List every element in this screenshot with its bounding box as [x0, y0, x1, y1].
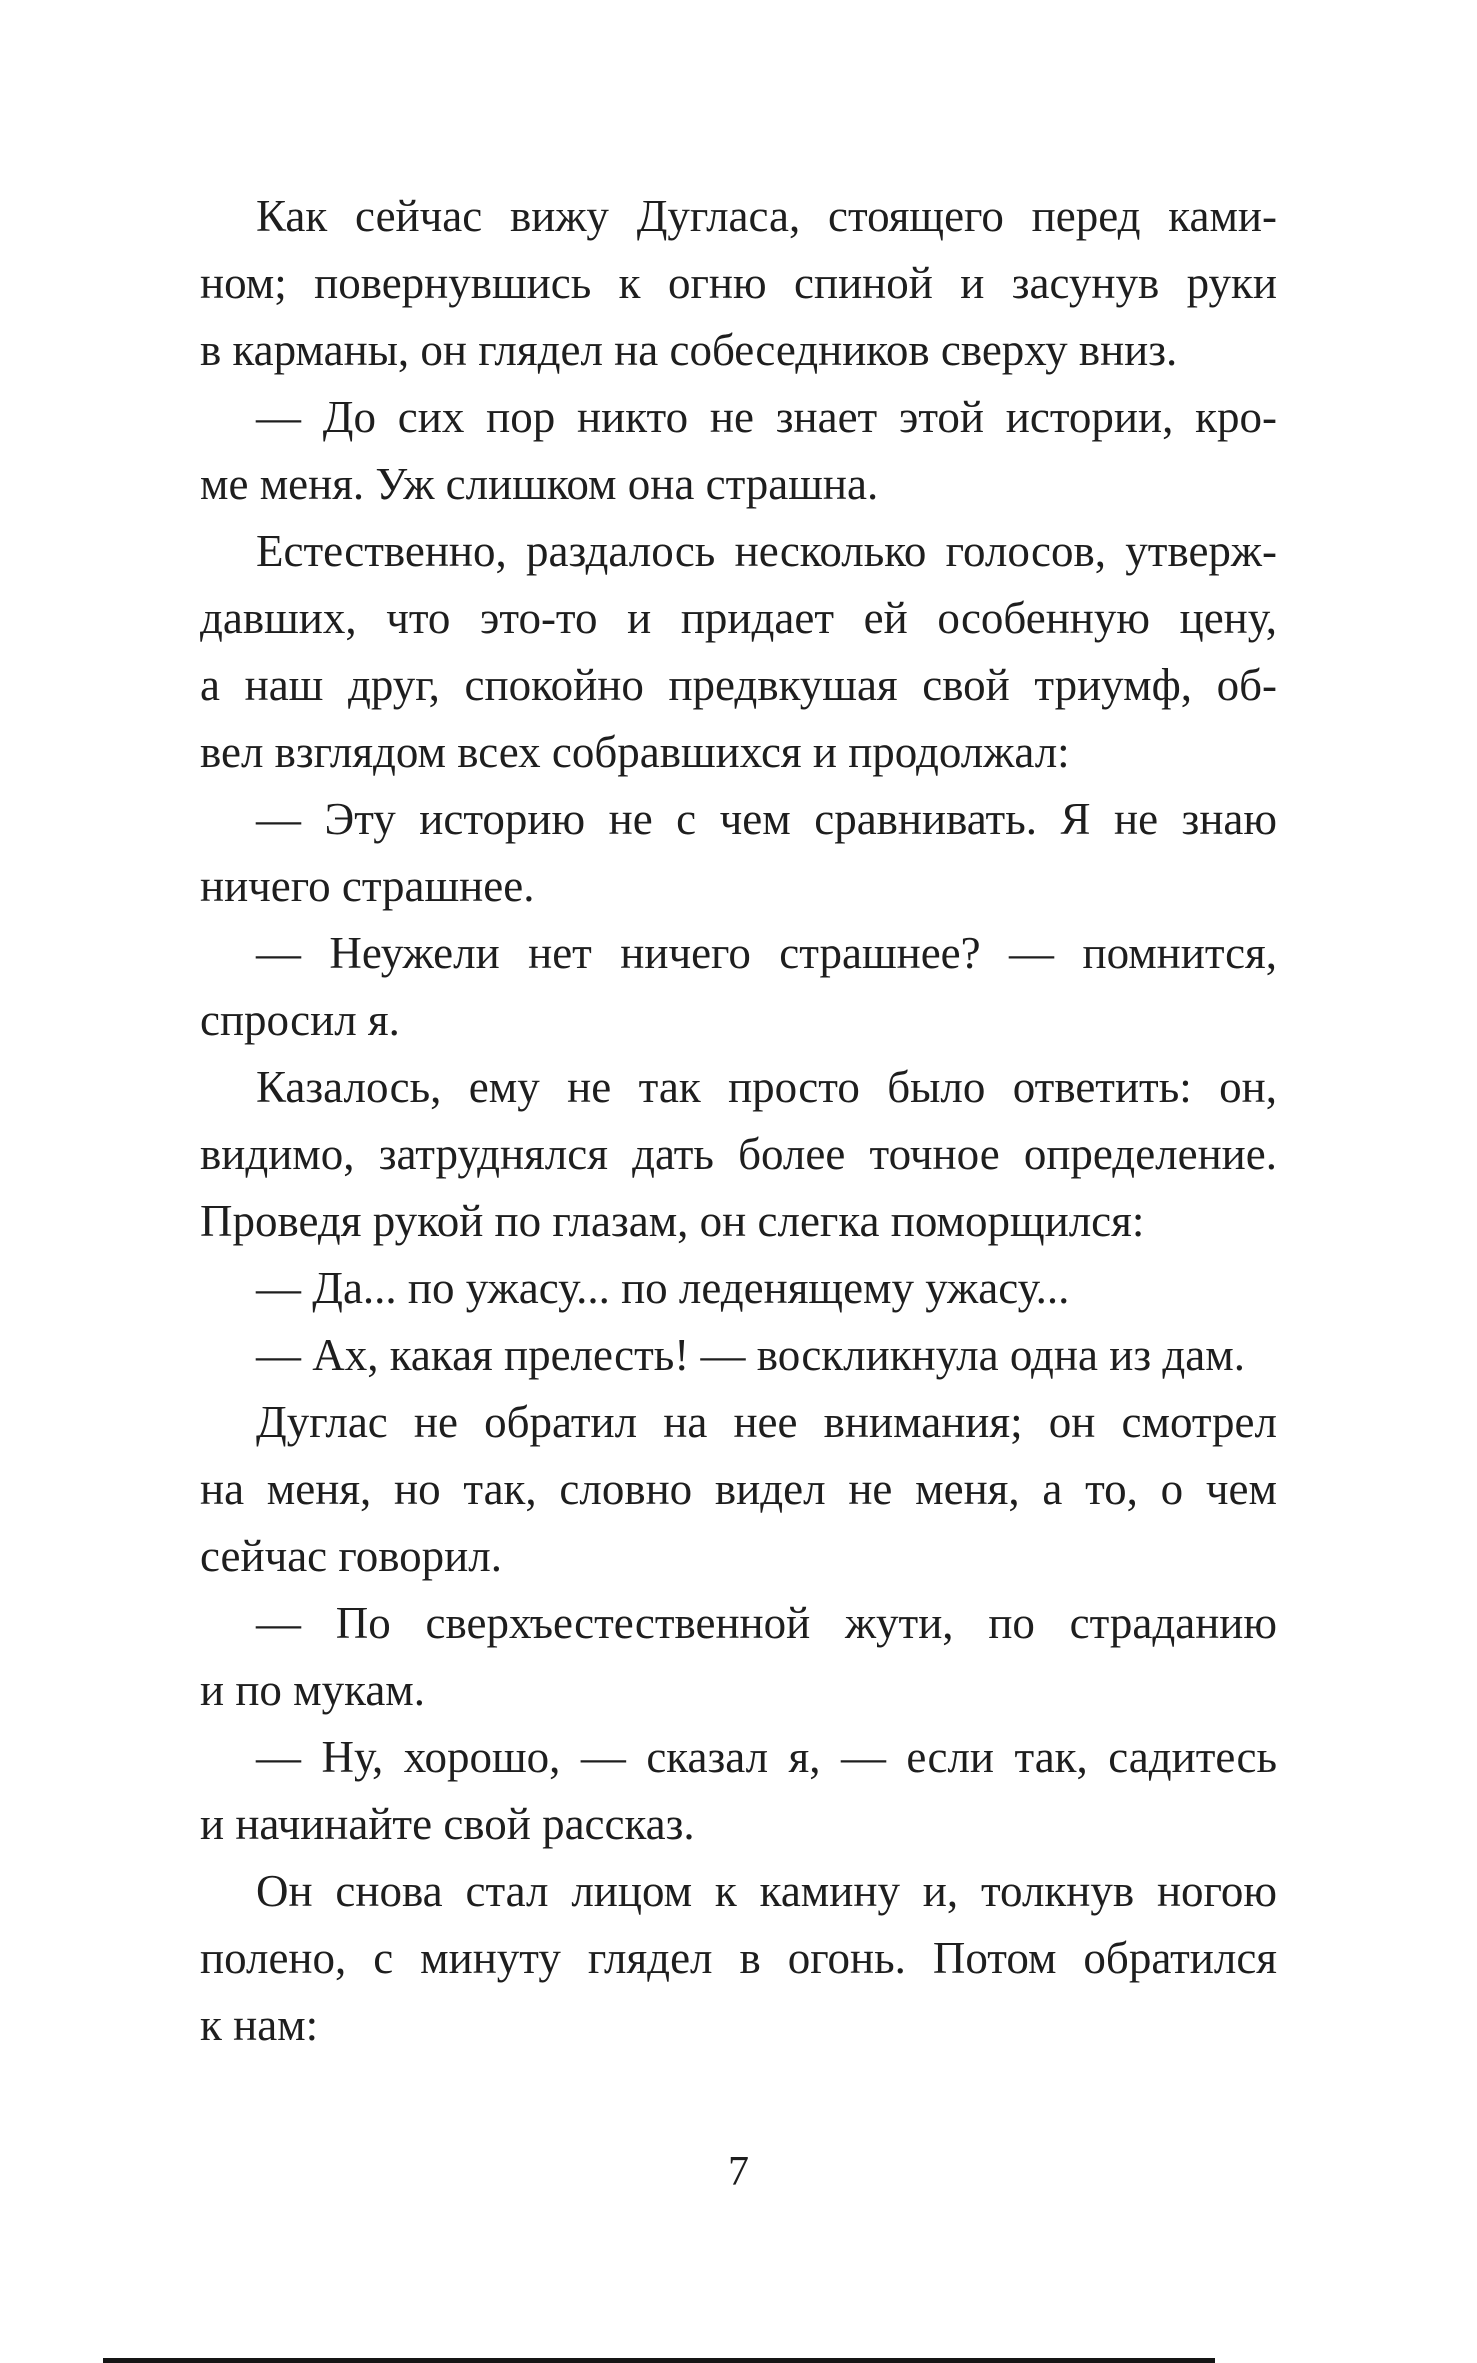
- text-line: а наш друг, спокойно предвкушая свой триумф, об-: [200, 660, 1277, 710]
- text-line: — Ну, хорошо, — сказал я, — если так, садитесь: [256, 1732, 1277, 1782]
- text-line: спросил я.: [200, 995, 400, 1045]
- text-line: Проведя рукой по глазам, он слегка поморщился:: [200, 1196, 1145, 1246]
- paragraph: [200, 920, 1277, 1054]
- paragraph: [200, 1858, 1277, 2059]
- paragraph: [200, 183, 1277, 384]
- paragraph: [200, 1054, 1277, 1255]
- text-line: — Ах, какая прелесть! — воскликнула одна из дам.: [256, 1330, 1245, 1380]
- text-line: — Эту историю не с чем сравнивать. Я не знаю: [256, 794, 1277, 844]
- paragraph: [200, 1590, 1277, 1724]
- page-number: 7: [728, 2149, 749, 2195]
- text-line: ном; повернувшись к огню спиной и засунув руки: [200, 258, 1277, 308]
- text-line: к нам:: [200, 2000, 319, 2050]
- text-line: — До сих пор никто не знает этой истории, кро-: [256, 392, 1277, 442]
- text-line: сейчас говорил.: [200, 1531, 502, 1581]
- text-line: и по мукам.: [200, 1665, 426, 1715]
- paragraph: [200, 384, 1277, 518]
- text-line: видимо, затруднялся дать более точное определение.: [200, 1129, 1277, 1179]
- paragraph: [200, 786, 1277, 920]
- text-line: — Неужели нет ничего страшнее? — помнится,: [256, 928, 1277, 978]
- scan-bottom-edge: [103, 2358, 1215, 2363]
- text-line: полено, с минуту глядел в огонь. Потом обратился: [200, 1933, 1277, 1983]
- paragraph: [200, 1724, 1277, 1858]
- paragraph: [200, 1322, 1277, 1389]
- text-line: — Да... по ужасу... по леденящему ужасу...: [256, 1263, 1070, 1313]
- text-line: — По сверхъестественной жути, по страданию: [256, 1598, 1277, 1648]
- paragraph: [200, 518, 1277, 786]
- text-line: давших, что это-то и придает ей особенную цену,: [200, 593, 1277, 643]
- text-line: на меня, но так, словно видел не меня, а то, о чем: [200, 1464, 1277, 1514]
- text-line: Дуглас не обратил на нее внимания; он смотрел: [256, 1397, 1277, 1447]
- text-line: Он снова стал лицом к камину и, толкнув ногою: [256, 1866, 1277, 1916]
- paragraph: [200, 1389, 1277, 1590]
- text-line: и начинайте свой рассказ.: [200, 1799, 695, 1849]
- text-line: Казалось, ему не так просто было ответить: он,: [256, 1062, 1277, 1112]
- text-line: ничего страшнее.: [200, 861, 535, 911]
- paragraph: [200, 1255, 1277, 1322]
- page-text: [200, 183, 1277, 2059]
- text-line: ме меня. Уж слишком она страшна.: [200, 459, 879, 509]
- text-line: вел взглядом всех собравшихся и продолжал:: [200, 727, 1070, 777]
- text-line: в карманы, он глядел на собеседников сверху вниз.: [200, 325, 1178, 375]
- text-line: Естественно, раздалось несколько голосов, утверж-: [256, 526, 1277, 576]
- text-line: Как сейчас вижу Дугласа, стоящего перед ками-: [256, 191, 1277, 241]
